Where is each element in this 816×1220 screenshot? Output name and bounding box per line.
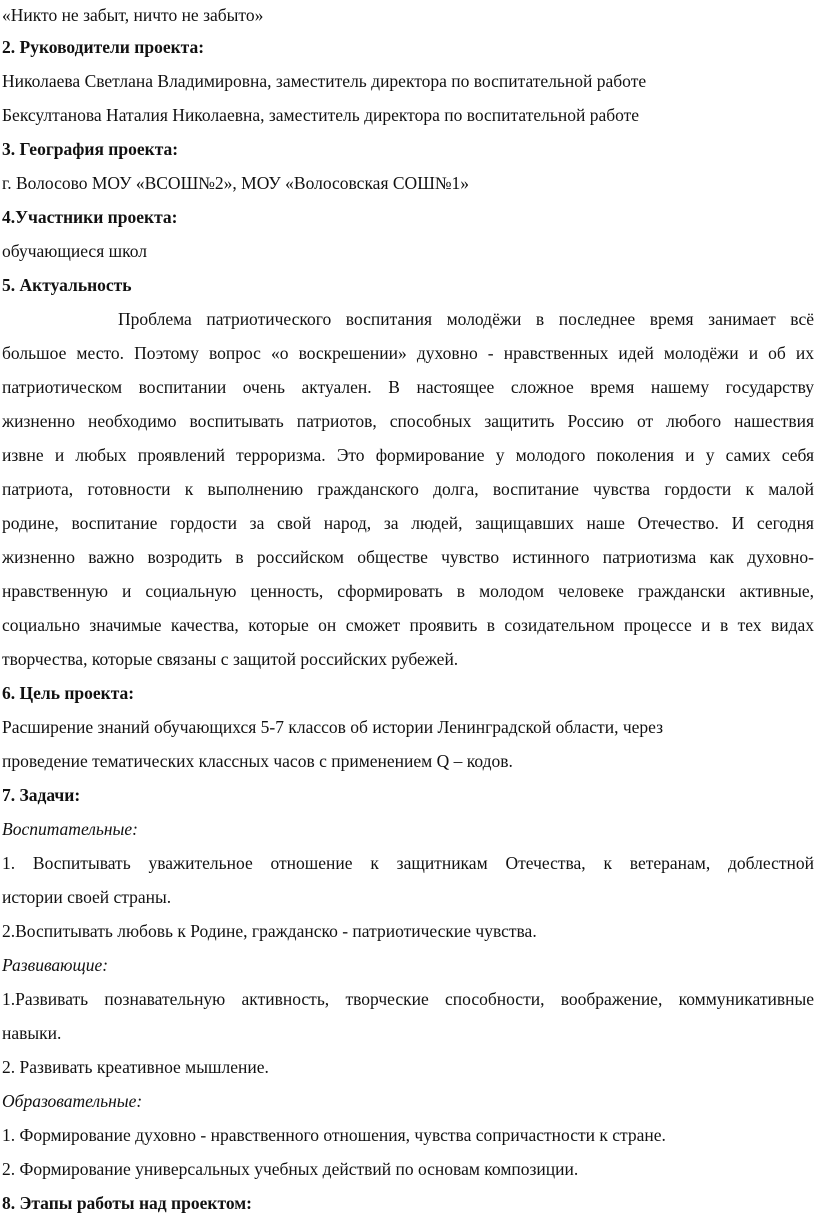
tasks-developing-label: Развивающие: (2, 955, 109, 975)
tasks-developing-item-2: 2. Развивать креативное мышление. (2, 1057, 269, 1077)
geography-text: г. Волосово МОУ «ВСОШ№2», МОУ «Волосовская СОШ№1» (2, 173, 470, 193)
leader-line-2: Бексултанова Наталия Николаевна, заместитель директора по воспитательной работе (2, 105, 640, 125)
relevance-line-9: нравственную и социальную ценность, сформировать в молодом человеке граждански активные, (2, 581, 814, 601)
relevance-line-10: социально значимые качества, которые он сможет проявить в созидательном процессе и в тех видах (2, 615, 814, 635)
tasks-upbringing-item-1-cont: истории своей страны. (2, 887, 172, 907)
tasks-developing-item-1: 1.Развивать познавательную активность, творческие способности, воображение, коммуникативные (2, 989, 814, 1009)
section-5-heading: 5. Актуальность (2, 275, 132, 295)
participants-text: обучающиеся школ (2, 241, 147, 261)
relevance-line-3: патриотическом воспитании очень актуален. В настоящее сложное время нашему государству (2, 377, 814, 397)
section-8-heading: 8. Этапы работы над проектом: (2, 1193, 252, 1213)
relevance-line-5: извне и любых проявлений терроризма. Это формирование у молодого поколения и у самих себя (2, 445, 814, 465)
relevance-line-2: большое место. Поэтому вопрос «о воскрешении» духовно - нравственных идей молодёжи и об их (2, 343, 814, 363)
section-2-heading: 2. Руководители проекта: (2, 37, 205, 57)
tasks-upbringing-label: Воспитательные: (2, 819, 139, 839)
project-title-line: «Никто не забыт, ничто не забыто» (2, 5, 264, 25)
tasks-educational-item-2: 2. Формирование универсальных учебных действий по основам композиции. (2, 1159, 579, 1179)
goal-line-1: Расширение знаний обучающихся 5-7 классов об истории Ленинградской области, через (2, 717, 664, 737)
tasks-developing-item-1-cont: навыки. (2, 1023, 62, 1043)
relevance-line-1: Проблема патриотического воспитания молодёжи в последнее время занимает всё (118, 309, 814, 329)
section-3-heading: 3. География проекта: (2, 139, 179, 159)
section-7-heading: 7. Задачи: (2, 785, 81, 805)
goal-line-2: проведение тематических классных часов с применением Q – кодов. (2, 751, 513, 771)
tasks-upbringing-item-2: 2.Воспитывать любовь к Родине, гражданско - патриотические чувства. (2, 921, 537, 941)
section-4-heading: 4.Участники проекта: (2, 207, 178, 227)
relevance-line-4: жизненно необходимо воспитывать патриотов, способных защитить Россию от любого нашествия (2, 411, 814, 431)
relevance-line-11: творчества, которые связаны с защитой российских рубежей. (2, 649, 459, 669)
relevance-line-8: жизненно важно возродить в российском обществе чувство истинного патриотизма как духовно- (2, 547, 814, 567)
section-6-heading: 6. Цель проекта: (2, 683, 135, 703)
relevance-line-7: родине, воспитание гордости за свой народ, за людей, защищавших наше Отечество. И сегодня (2, 513, 814, 533)
tasks-upbringing-item-1: 1. Воспитывать уважительное отношение к защитникам Отечества, к ветеранам, доблестной (2, 853, 814, 873)
tasks-educational-label: Образовательные: (2, 1091, 143, 1111)
leader-line-1: Николаева Светлана Владимировна, заместитель директора по воспитательной работе (2, 71, 647, 91)
relevance-line-6: патриота, готовности к выполнению гражданского долга, воспитание чувства гордости к малой (2, 479, 814, 499)
tasks-educational-item-1: 1. Формирование духовно - нравственного отношения, чувства сопричастности к стране. (2, 1125, 666, 1145)
